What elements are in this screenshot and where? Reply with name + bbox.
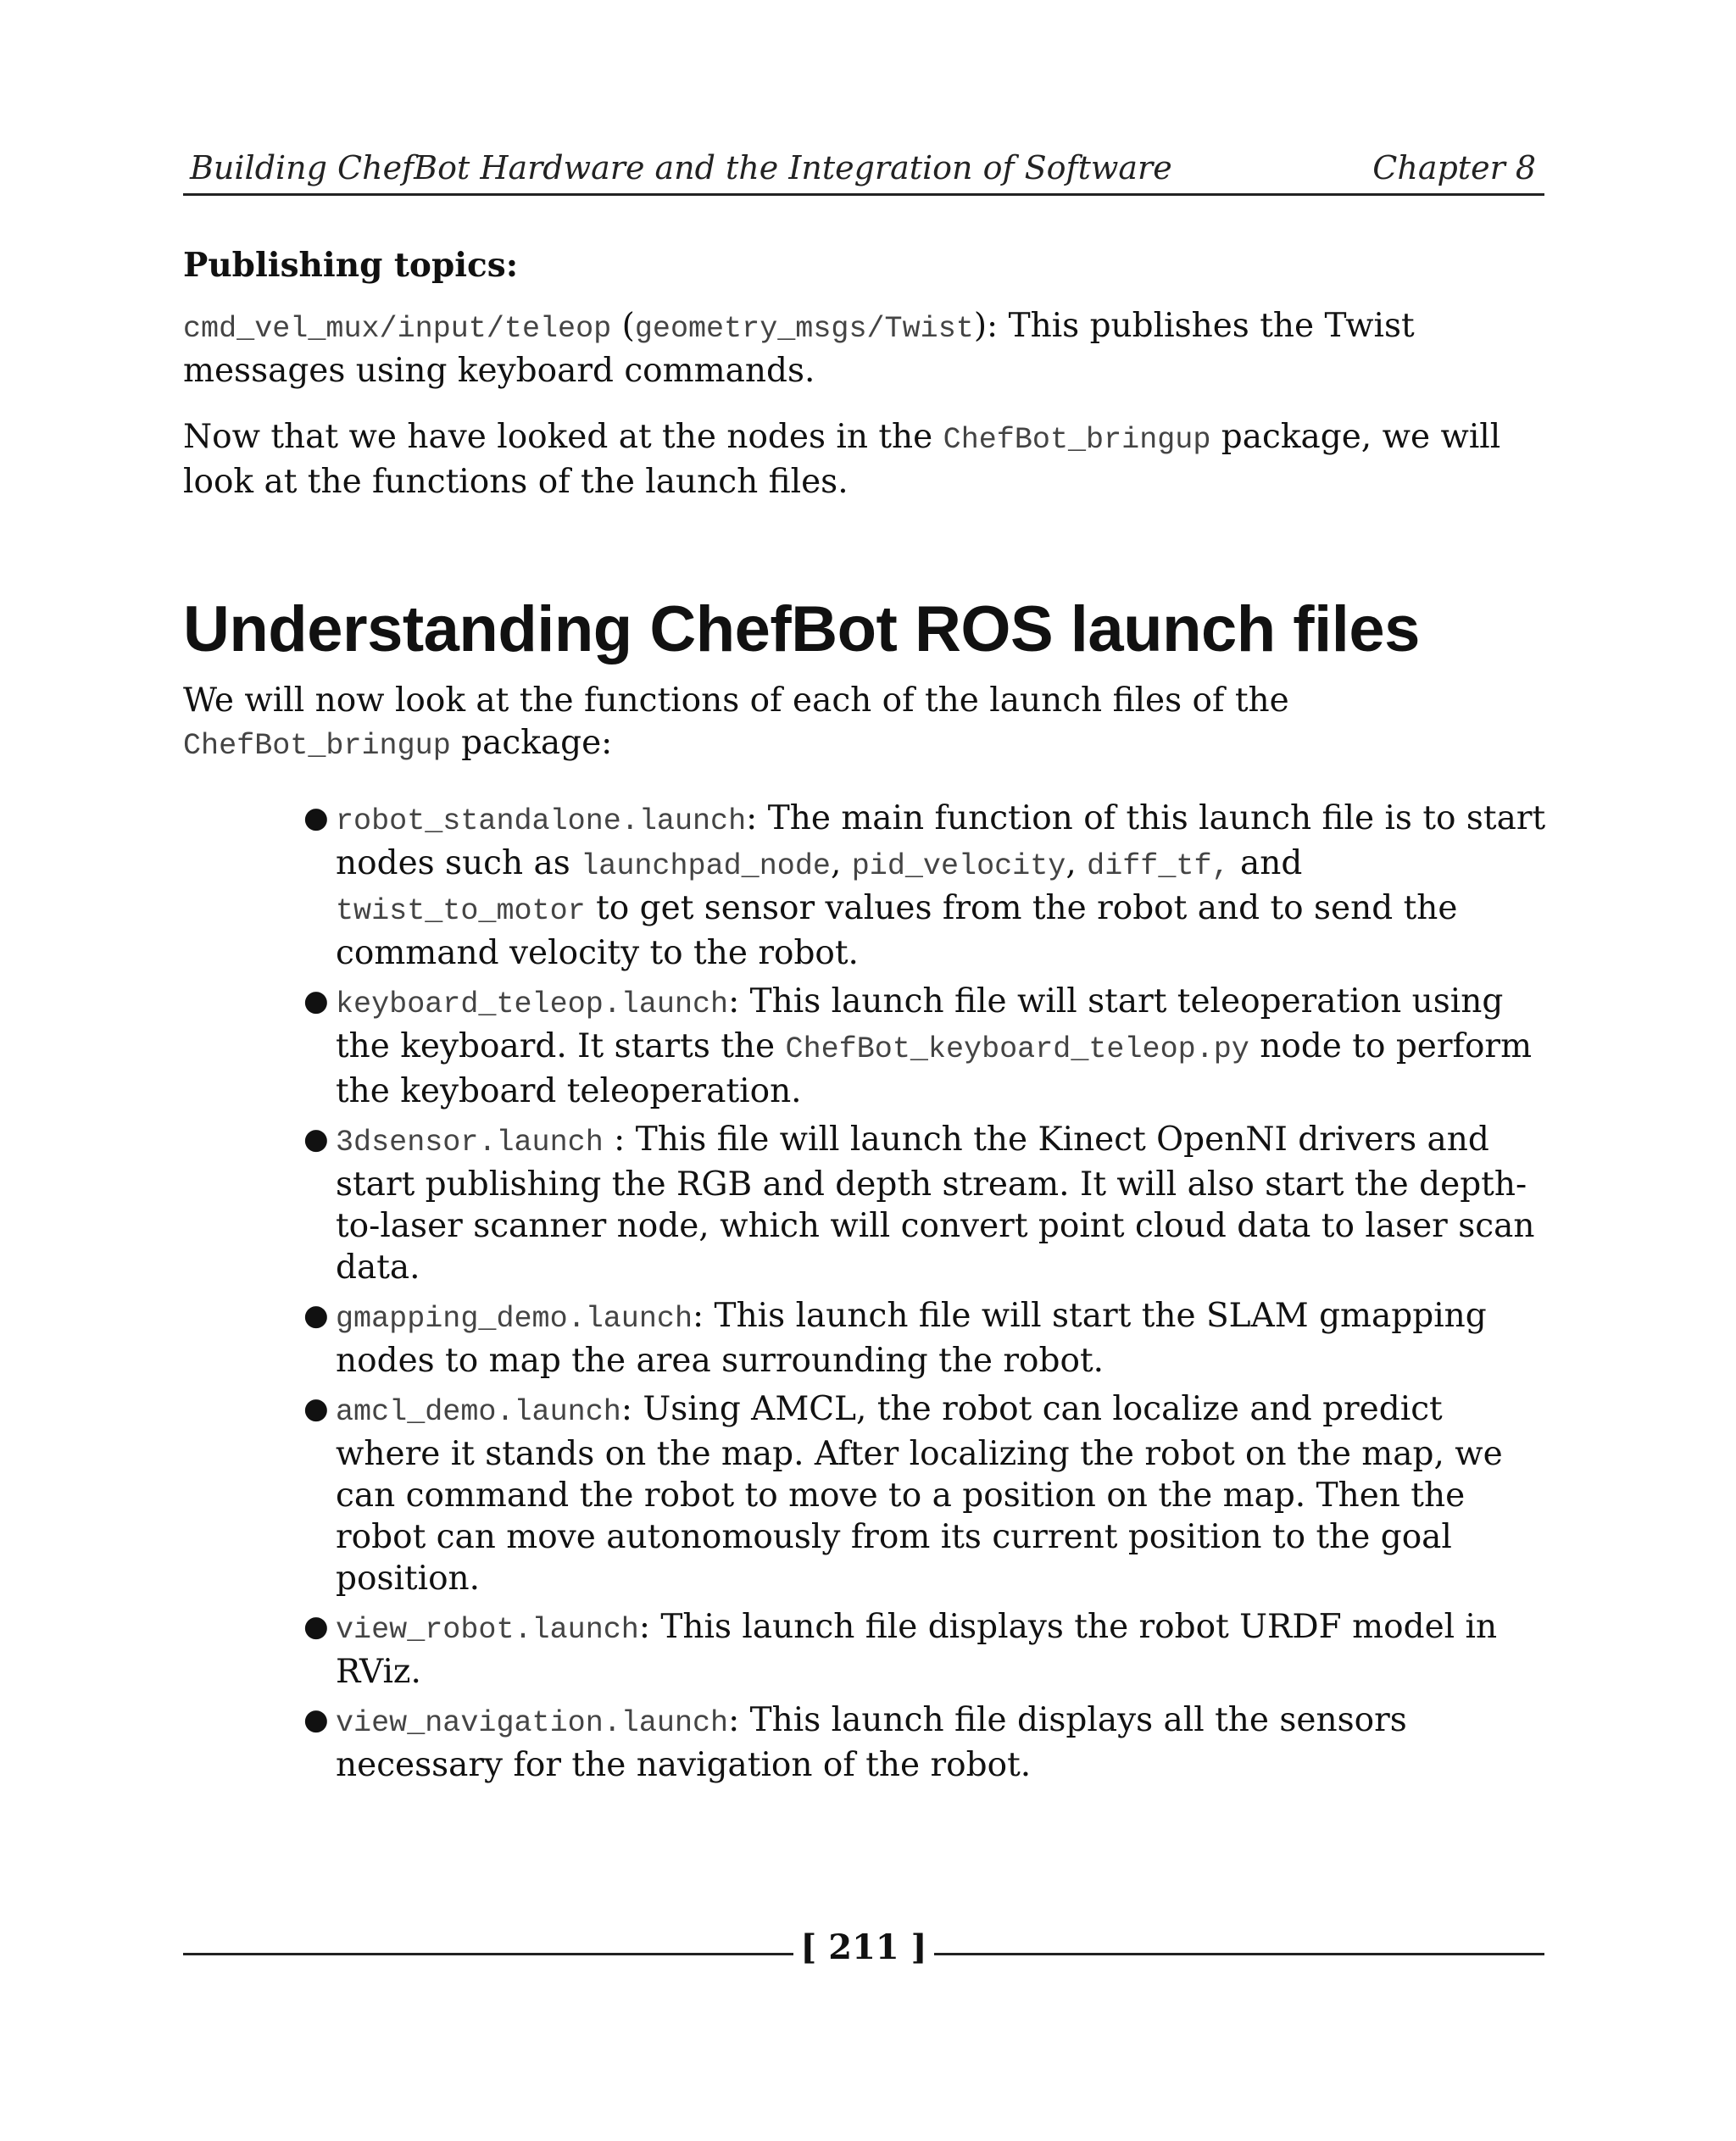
item-text: : Using AMCL, the robot can localize and predict where it stands on the map. After localizing the robot on the map, we can command the robot to move to a position on the map. Then the robot can move autonomously from its current position to the goal position.: [336, 1390, 1503, 1598]
launch-file-code: robot_standalone.launch: [336, 804, 747, 838]
page-content: [183, 244, 1550, 1793]
item-text: ,: [1066, 844, 1088, 882]
section-title: Understanding ChefBot ROS launch files: [183, 593, 1420, 665]
msg-type-code: geometry_msgs/Twist: [634, 312, 974, 346]
item-text: : This file will launch the Kinect OpenNI drivers and start publishing the RGB and depth stream. It will also start the depth-to-laser scanner node, which will convert point cloud data to laser scan data.: [336, 1121, 1535, 1287]
launch-file-code: 3dsensor.launch: [336, 1126, 604, 1159]
bullet-icon: ●: [303, 1703, 329, 1737]
transition-paragraph: [183, 416, 1550, 503]
node-code: pid_velocity: [851, 849, 1066, 883]
topic-description: ): This publishes the Twist messages using keyboard commands.: [183, 307, 1415, 390]
page-number: [ 211 ]: [800, 1927, 927, 1967]
chapter-label: Chapter 8: [1372, 149, 1536, 186]
bullet-icon: ●: [303, 984, 329, 1018]
launch-file-list: [183, 798, 1550, 1786]
intro-text-after: package:: [450, 724, 613, 762]
list-item-view-navigation: [303, 1699, 1550, 1786]
publishing-topic-paragraph: [183, 305, 1550, 392]
item-text: to get sensor values from the robot and to send the command velocity to the robot.: [336, 889, 1458, 972]
launch-file-code: gmapping_demo.launch: [336, 1302, 693, 1336]
launch-file-code: view_robot.launch: [336, 1613, 639, 1647]
node-code: launchpad_node: [581, 849, 831, 883]
launch-file-code: view_navigation.launch: [336, 1706, 729, 1740]
package-code: ChefBot_bringup: [943, 423, 1211, 457]
item-text: : This launch file displays all the sensors necessary for the navigation of the robot.: [336, 1701, 1407, 1784]
item-text: : The main function of this launch file is to start nodes such as: [336, 799, 1546, 882]
node-code: ChefBot_keyboard_teleop.py: [785, 1032, 1249, 1066]
launch-file-code: amcl_demo.launch: [336, 1395, 621, 1429]
book-title: Building ChefBot Hardware and the Integration of Software: [190, 149, 1172, 186]
section-intro: [183, 680, 1550, 767]
list-item-robot-standalone: [303, 798, 1550, 974]
item-text: : This launch file displays the robot URDF model in RViz.: [336, 1608, 1498, 1691]
item-text: : This launch file will start the SLAM gmapping nodes to map the area surrounding the robot.: [336, 1297, 1487, 1380]
bullet-icon: ●: [303, 1392, 329, 1426]
publishing-topics-heading: Publishing topics:: [183, 246, 519, 285]
list-item-amcl-demo: [303, 1388, 1550, 1599]
transition-text-after: package, we will look at the functions of the launch files.: [183, 418, 1501, 501]
item-text: ,: [830, 844, 852, 882]
list-item-keyboard-teleop: [303, 981, 1550, 1112]
topic-code: cmd_vel_mux/input/teleop: [183, 312, 612, 346]
page-footer: [183, 1927, 1544, 1978]
item-text: and: [1229, 844, 1303, 882]
running-header: [183, 142, 1544, 196]
intro-text-before: We will now look at the functions of each of the launch files of the: [183, 681, 1289, 720]
launch-file-code: keyboard_teleop.launch: [336, 987, 729, 1021]
bullet-icon: ●: [303, 801, 329, 835]
list-item-3dsensor: [303, 1119, 1550, 1288]
bullet-icon: ●: [303, 1122, 329, 1156]
list-item-gmapping-demo: [303, 1295, 1550, 1382]
paren-open: (: [611, 307, 635, 345]
intro-package-code: ChefBot_bringup: [183, 729, 451, 763]
item-text: : This launch file will start teleoperation using the keyboard. It starts the: [336, 982, 1504, 1065]
bullet-icon: ●: [303, 1299, 329, 1332]
transition-text-before: Now that we have looked at the nodes in the: [183, 418, 943, 456]
bullet-icon: ●: [303, 1610, 329, 1643]
footer-rule-right: [934, 1953, 1544, 1955]
node-code: diff_tf,: [1087, 849, 1230, 883]
item-text: node to perform the keyboard teleoperation.: [336, 1027, 1533, 1110]
node-code: twist_to_motor: [336, 894, 586, 928]
list-item-view-robot: [303, 1606, 1550, 1693]
